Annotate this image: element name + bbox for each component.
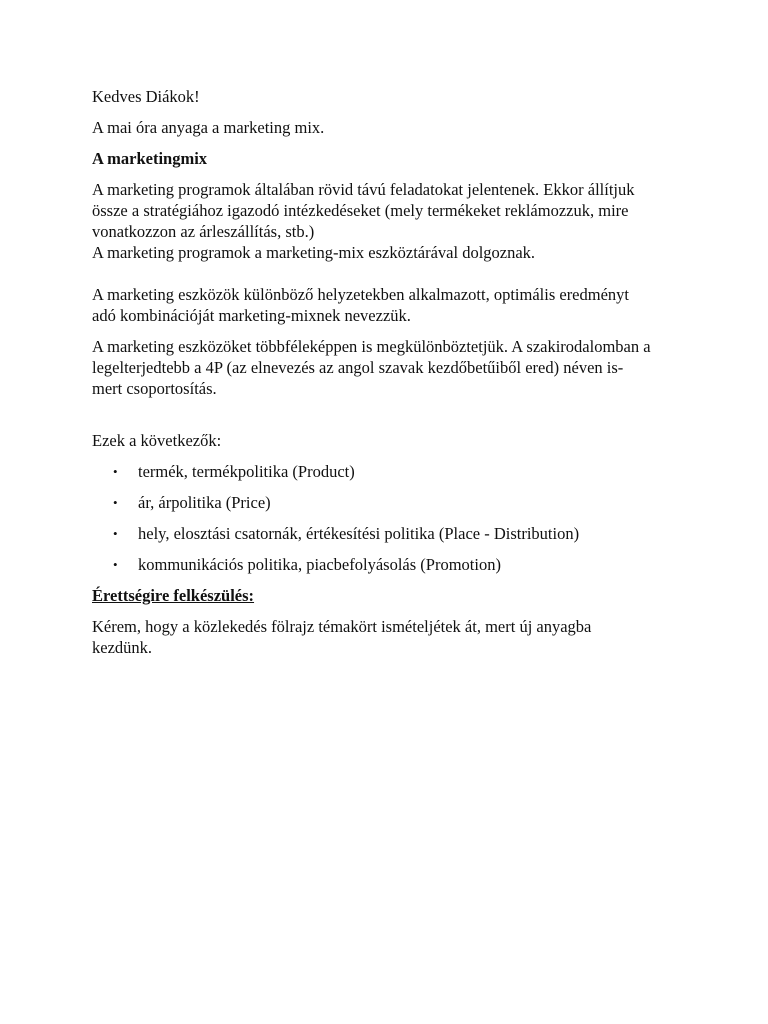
bullet-icon: • (113, 557, 118, 572)
list-intro-text: Ezek a következők: (92, 431, 222, 450)
paragraph-programs (92, 179, 652, 263)
list-item-text: hely, elosztási csatornák, értékesítési politika (Place - Distribution) (138, 524, 580, 543)
paragraph-definition: A marketing eszközök különböző helyzetekben alkalmazott, optimális eredményt adó kombinációját marketing-mixnek nevezzük. (92, 285, 629, 325)
list-item-text: termék, termékpolitika (Product) (138, 462, 355, 481)
exam-prep-heading: Érettségire felkészülés: (92, 586, 255, 605)
list-item-text: ár, árpolitika (Price) (138, 493, 271, 512)
greeting-text: Kedves Diákok! (92, 87, 200, 106)
marketing-mix-heading: A marketingmix (92, 149, 208, 168)
bullet-icon: • (113, 464, 118, 479)
bullet-icon: • (113, 495, 118, 510)
list-item (92, 461, 652, 482)
bullet-icon: • (113, 526, 118, 541)
paragraph-programs-line2: A marketing programok a marketing-mix eszköztárával dolgoznak. (92, 243, 536, 262)
4p-list (92, 461, 652, 575)
paragraph-4p: A marketing eszközöket többféleképpen is megkülönböztetjük. A szakirodalomban a legelterjedtebb a 4P (az elnevezés az angol szavak kezdőbetűiből ered) néven is-mert csoportosítás. (92, 337, 651, 398)
intro-text: A mai óra anyaga a marketing mix. (92, 118, 325, 137)
list-item (92, 492, 652, 513)
list-item-text: kommunikációs politika, piacbefolyásolás (Promotion) (138, 555, 501, 574)
closing-text: Kérem, hogy a közlekedés fölrajz témakört ismételjétek át, mert új anyagba kezdünk. (92, 617, 592, 657)
list-item (92, 523, 652, 544)
paragraph-programs-line1: A marketing programok általában rövid távú feladatokat jelentenek. Ekkor állítjuk össze a stratégiához igazodó intézkedéseket (mely termékeket reklámozzuk, mire vonatkozzon az árleszállítás, stb.) (92, 180, 635, 241)
list-item (92, 554, 652, 575)
document-page (92, 86, 652, 658)
